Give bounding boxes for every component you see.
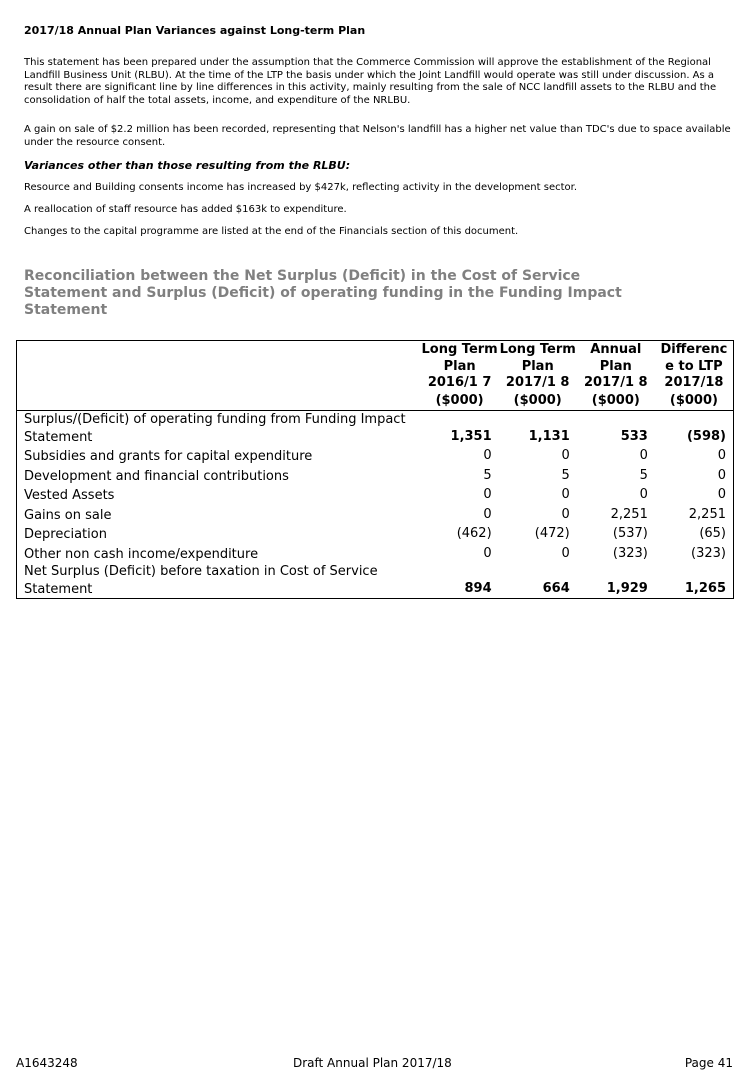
units-cell: ($000) bbox=[499, 392, 577, 411]
row-value: 5 bbox=[639, 467, 648, 483]
row-value: 2,251 bbox=[610, 506, 648, 522]
row-value: 0 bbox=[639, 487, 648, 502]
variance-item: Changes to the capital programme are listed at the end of the Financials section of this document. bbox=[24, 226, 519, 237]
footer-title: Draft Annual Plan 2017/18 bbox=[293, 1056, 452, 1070]
row-value: (472) bbox=[534, 526, 570, 541]
row-label: Subsidies and grants for capital expenditure bbox=[24, 449, 313, 464]
footer-doc-id: A1643248 bbox=[16, 1056, 78, 1070]
row-value: (598) bbox=[686, 428, 726, 444]
row-value: 0 bbox=[483, 487, 492, 502]
row-value: 0 bbox=[483, 448, 492, 463]
reconciliation-table bbox=[16, 340, 734, 599]
table-row bbox=[17, 505, 734, 525]
row-value: 1,929 bbox=[577, 563, 655, 599]
units-cell: ($000) bbox=[577, 392, 655, 411]
row-value: 0 bbox=[561, 506, 570, 522]
row-value: 0 bbox=[561, 545, 570, 561]
row-value: (323) bbox=[691, 545, 726, 561]
table-units-row bbox=[17, 392, 734, 411]
table-row bbox=[17, 563, 734, 599]
row-value: (462) bbox=[456, 526, 492, 541]
row-label: Net Surplus (Deficit) before taxation in Cost of Service Statement bbox=[17, 563, 421, 599]
row-label: Development and financial contributions bbox=[24, 468, 289, 484]
row-value: 0 bbox=[717, 448, 726, 463]
row-label: Other non cash income/expenditure bbox=[24, 546, 259, 562]
row-label: Vested Assets bbox=[24, 488, 115, 503]
table-row bbox=[17, 485, 734, 505]
row-value: 5 bbox=[483, 467, 492, 483]
intro-paragraph: This statement has been prepared under the assumption that the Commerce Commission will approve the establishment of the Regional Landfill Business Unit (RLBU). At the time of the LTP the basis under which the Joint Landfill would operate was still under discussion. As a result there are significant line by line differences in this activity, mainly resulting from the sale of NCC landfill assets to the RLBU and the consolidation of half the total assets, income, and expenditure of the NRLBU. bbox=[24, 57, 717, 106]
row-value: 533 bbox=[620, 428, 648, 444]
table-row bbox=[17, 466, 734, 486]
row-value: 0 bbox=[561, 487, 570, 502]
row-label: Surplus/(Deficit) of operating funding from Funding Impact Statement bbox=[24, 412, 406, 445]
row-value: 0 bbox=[483, 506, 492, 522]
table-row bbox=[17, 544, 734, 564]
row-value: 1,265 bbox=[655, 563, 734, 599]
row-value: (323) bbox=[612, 545, 648, 561]
section-heading: 2017/18 Annual Plan Variances against Long-term Plan bbox=[24, 24, 366, 37]
row-value: 664 bbox=[499, 563, 577, 599]
row-value: 0 bbox=[483, 545, 492, 561]
table-row bbox=[17, 446, 734, 466]
variance-item: A reallocation of staff resource has added $163k to expenditure. bbox=[24, 204, 347, 215]
row-value: 5 bbox=[561, 467, 570, 483]
table-row bbox=[17, 411, 734, 447]
table-body bbox=[17, 411, 734, 599]
row-value: 0 bbox=[717, 487, 726, 502]
row-label: Gains on sale bbox=[24, 507, 112, 523]
table-row bbox=[17, 524, 734, 544]
variances-subheading: Variances other than those resulting from the RLBU: bbox=[24, 159, 351, 172]
header-difference: Differenc e to LTP 2017/18 bbox=[660, 342, 728, 390]
row-value: 2,251 bbox=[688, 506, 726, 522]
row-value: 1,131 bbox=[528, 428, 570, 444]
units-label-cell bbox=[17, 392, 421, 411]
table-header-row bbox=[17, 341, 734, 392]
row-value: 894 bbox=[421, 563, 499, 599]
row-label: Depreciation bbox=[24, 527, 107, 542]
reconciliation-title: Reconciliation between the Net Surplus (Deficit) in the Cost of Service Statement and Surplus (Deficit) of operating funding in the Funding Impact Statement bbox=[24, 268, 622, 318]
header-ltp-2016-17: Long Term Plan 2016/1 7 bbox=[421, 342, 498, 390]
variance-item: Resource and Building consents income has increased by $427k, reflecting activity in the development sector. bbox=[24, 182, 578, 193]
header-label-cell bbox=[17, 341, 421, 392]
units-cell: ($000) bbox=[421, 392, 499, 411]
row-value: 0 bbox=[639, 448, 648, 463]
units-cell: ($000) bbox=[655, 392, 734, 411]
row-value: 1,351 bbox=[450, 428, 492, 444]
header-annual-plan-2017-18: Annual Plan 2017/1 8 bbox=[584, 342, 648, 390]
row-value: 0 bbox=[561, 448, 570, 463]
header-ltp-2017-18: Long Term Plan 2017/1 8 bbox=[499, 342, 576, 390]
footer-page-number: Page 41 bbox=[684, 1056, 733, 1070]
row-value: (65) bbox=[699, 526, 726, 541]
row-value: 0 bbox=[717, 467, 726, 483]
gain-on-sale-paragraph: A gain on sale of $2.2 million has been recorded, representing that Nelson's landfill has a higher net value than TDC's due to space available under the resource consent. bbox=[24, 124, 731, 148]
row-value: (537) bbox=[612, 526, 648, 541]
